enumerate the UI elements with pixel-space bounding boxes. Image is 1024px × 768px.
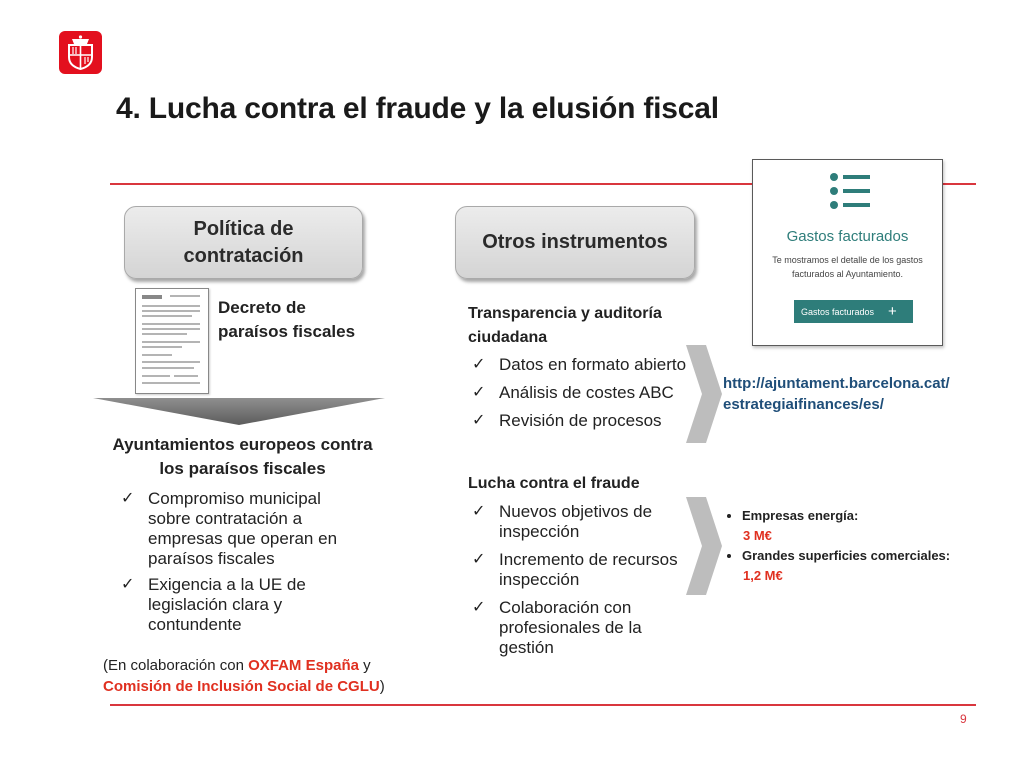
- collaboration-note: (En colaboración con OXFAM España y Comisión de Inclusión Social de CGLU): [103, 657, 385, 695]
- list-item: ✓ Nuevos objetivos de inspección: [472, 502, 653, 541]
- list-item: • Grandes superficies comerciales: 1,2 M€: [742, 546, 1002, 586]
- cglu-org: Comisión de Inclusión Social de CGLU: [103, 678, 380, 695]
- coat-of-arms-icon: [59, 31, 102, 74]
- list-item: ✓ Incremento de recursos inspección: [472, 550, 678, 589]
- decree-label: Decreto de paraísos fiscales: [218, 298, 356, 341]
- check-icon: ✓: [472, 384, 486, 401]
- estrategia-finances-link[interactable]: http://ajuntament.barcelona.cat/ estrategiaifinances/es/: [723, 375, 950, 413]
- list-item: ✓ Colaboración con profesionales de la gestión: [472, 598, 642, 657]
- oxfam-org: OXFAM España: [248, 657, 359, 674]
- decree-document-thumbnail: [135, 288, 209, 394]
- list-item: ✓ Exigencia a la UE de legislación clara y contundente: [121, 575, 306, 634]
- politica-contratacion-box: [124, 206, 363, 279]
- otros-instrumentos-box: [455, 206, 695, 279]
- bottom-divider: [110, 704, 976, 706]
- transparencia-list: [468, 355, 693, 431]
- check-icon: ✓: [121, 490, 135, 507]
- check-icon: ✓: [472, 503, 486, 520]
- check-icon: ✓: [472, 599, 486, 616]
- barcelona-logo: [59, 31, 102, 74]
- page-title: 4. Lucha contra el fraude y la elusión fiscal: [116, 92, 719, 125]
- check-icon: ✓: [472, 356, 486, 373]
- politica-contratacion-label: Política de contratación: [183, 217, 304, 267]
- fraude-list: [468, 502, 683, 658]
- ayuntamientos-list: [117, 489, 367, 635]
- ayuntamientos-heading: Ayuntamientos europeos contra los paraísos fiscales: [112, 435, 373, 478]
- list-item: • Empresas energía: 3 M€: [742, 506, 1002, 546]
- chevron-arrow-1: [686, 345, 722, 443]
- list-item: ✓ Análisis de costes ABC: [472, 383, 674, 402]
- transparencia-heading: Transparencia y auditoría ciudadana: [468, 305, 662, 346]
- gastos-facturados-button[interactable]: Gastos facturados +: [794, 300, 913, 323]
- fraude-heading: Lucha contra el fraude: [468, 475, 640, 492]
- check-icon: ✓: [121, 576, 135, 593]
- list-icon: [829, 173, 871, 209]
- gastos-facturados-card: [752, 159, 943, 346]
- otros-instrumentos-label: Otros instrumentos: [482, 231, 668, 253]
- list-item: ✓ Datos en formato abierto: [472, 355, 687, 374]
- gastos-title: Gastos facturados: [786, 228, 909, 245]
- gastos-description: Te mostramos el detalle de los gastos facturados al Ayuntamiento.: [772, 255, 923, 279]
- list-item: ✓ Revisión de procesos: [472, 411, 662, 430]
- chevron-arrow-2: [686, 497, 722, 595]
- results-list: [726, 506, 1002, 586]
- plus-icon: +: [888, 303, 897, 320]
- page-number: 9: [960, 712, 967, 726]
- check-icon: ✓: [472, 412, 486, 429]
- funnel-arrow: [93, 398, 385, 426]
- check-icon: ✓: [472, 551, 486, 568]
- list-item: ✓ Compromiso municipal sobre contratación a empresas que operan en paraísos fiscales: [121, 489, 338, 568]
